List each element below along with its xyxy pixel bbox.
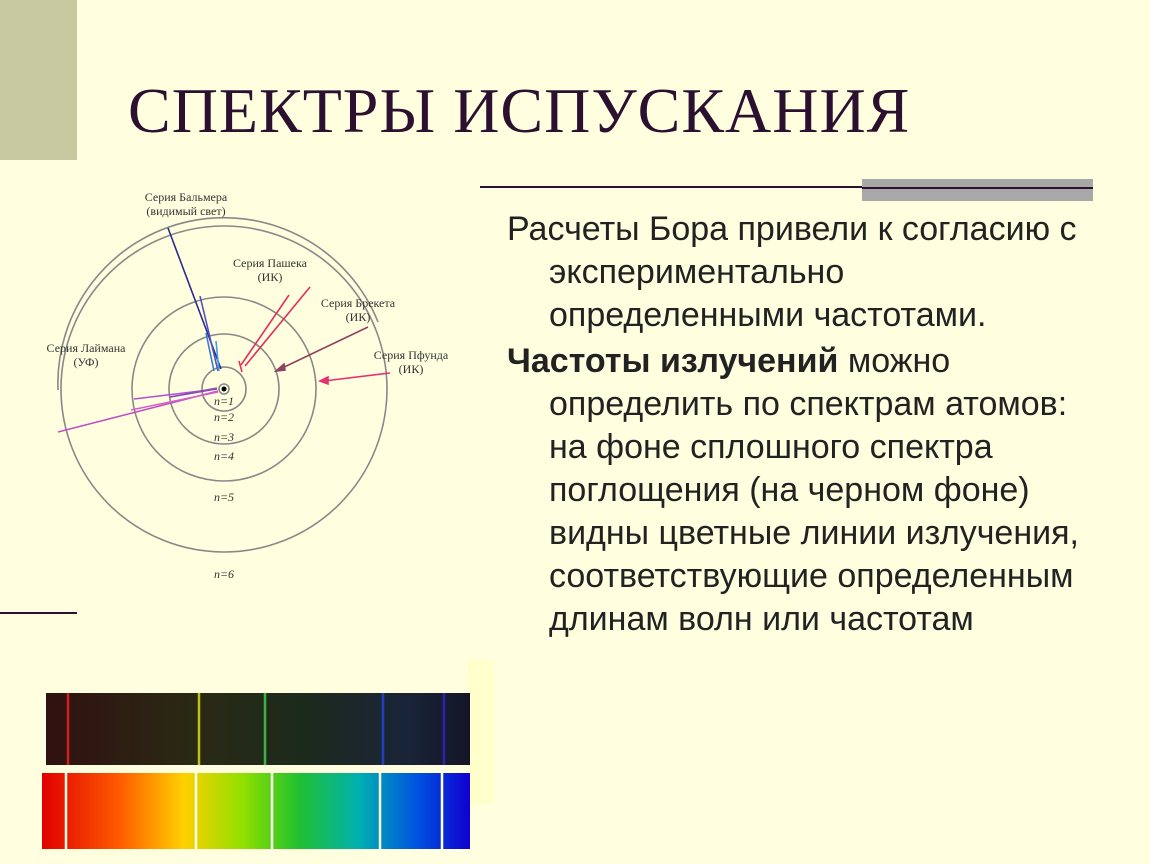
level-n1: n=1 bbox=[213, 394, 235, 408]
level-n6: n=6 bbox=[213, 567, 235, 581]
pfund-transitions bbox=[320, 373, 390, 384]
level-n2: n=2 bbox=[213, 410, 235, 424]
label-lyman-2: (УФ) bbox=[73, 355, 99, 369]
paragraph-bohr: Расчеты Бора привели к согласию с экспериментально определенными частотами. bbox=[507, 210, 1077, 334]
level-n3: n=3 bbox=[213, 430, 235, 444]
paragraph-frequencies bbox=[507, 340, 1107, 641]
slide-title: СПЕКТРЫ ИСПУСКАНИЯ bbox=[128, 75, 911, 146]
paragraph-frequencies-bold: Частоты излучений bbox=[507, 342, 839, 380]
label-paschen-2: (ИК) bbox=[257, 270, 283, 284]
decorative-corner-block bbox=[0, 0, 77, 160]
spectrum-side-strip bbox=[468, 660, 494, 804]
label-brackett-2: (ИК) bbox=[345, 310, 371, 324]
level-n4: n=4 bbox=[213, 449, 235, 463]
level-n5: n=5 bbox=[213, 490, 235, 504]
spectra-image bbox=[42, 693, 470, 853]
label-balmer-2: (видимый свет) bbox=[146, 204, 226, 218]
label-pfund-1: Серия Пфунда bbox=[373, 348, 449, 362]
bohr-orbit-diagram bbox=[0, 180, 480, 600]
lyman-transitions bbox=[58, 388, 218, 432]
continuous-spectrum bbox=[42, 773, 470, 849]
label-lyman-1: Серия Лаймана bbox=[46, 341, 126, 355]
label-paschen-1: Серия Пашека bbox=[233, 256, 307, 270]
emission-spectrum bbox=[46, 693, 470, 765]
label-balmer-1: Серия Бальмера bbox=[144, 190, 228, 204]
title-rule-accent bbox=[862, 179, 1093, 201]
text-panel bbox=[507, 208, 1107, 641]
brackett-transitions bbox=[276, 327, 368, 371]
paragraph-frequencies-rest: можно определить по спектрам атомов: на фоне сплошного спектра поглощения (на черном фоне) видны цветные линии излучения, соответствующие определенным длинам волн или частотам bbox=[549, 342, 1079, 638]
left-divider bbox=[0, 612, 77, 614]
balmer-transitions bbox=[168, 228, 221, 371]
label-brackett-1: Серия Брекета bbox=[320, 296, 396, 310]
nucleus bbox=[222, 387, 227, 392]
label-pfund-2: (ИК) bbox=[398, 362, 424, 376]
